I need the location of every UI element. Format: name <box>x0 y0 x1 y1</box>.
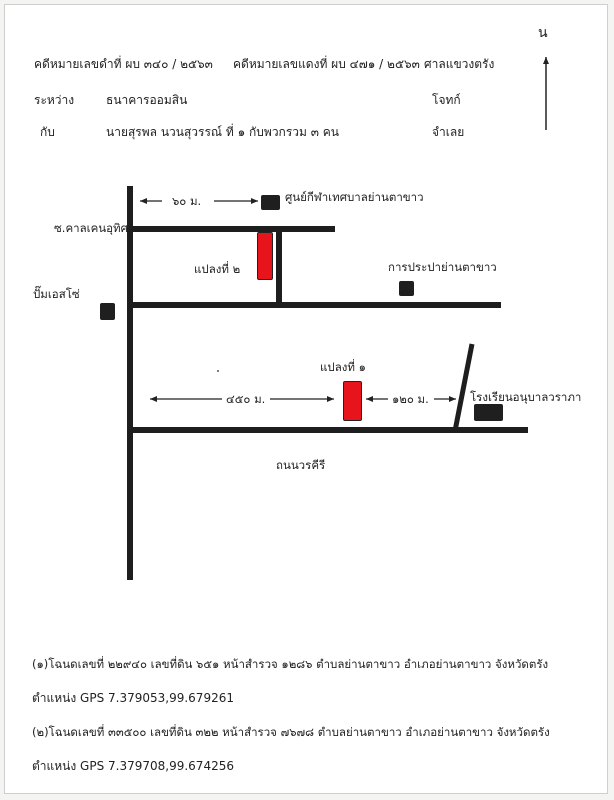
between-label: ระหว่าง <box>34 93 75 107</box>
road-name-label: ถนนวรคีรี <box>276 458 326 472</box>
plot1-label: แปลงที่ ๑ <box>320 360 366 374</box>
plaintiff-role: โจทก์ <box>432 93 461 107</box>
plot2-label: แปลงที่ ๒ <box>194 262 241 276</box>
diagonal-road <box>455 344 472 431</box>
sports-center-label: ศูนย์กีฬาเทศบาลย่านตาขาว <box>285 190 424 204</box>
soi-label: ซ.คาลเคนอุทิศ <box>54 221 128 235</box>
case-black-number: คดีหมายเลขดำที่ ผบ ๓๔๐ / ๒๕๖๓ <box>34 57 213 71</box>
school-marker <box>474 404 503 421</box>
north-label: น <box>538 25 548 41</box>
deed2-gps: ตำแหน่ง GPS 7.379708,99.674256 <box>32 759 234 773</box>
dist-450-label: ๔๕๐ ม. <box>226 392 266 406</box>
court-name: ศาลแขวงตรัง <box>424 57 495 71</box>
dist-60-label: ๖๐ ม. <box>172 194 202 208</box>
dist-120-label: ๑๒๐ ม. <box>392 392 429 406</box>
gas-station-label: ปั๊มเอสโซ่ <box>33 287 80 301</box>
deed2-text: (๒)โฉนดเลขที่ ๓๓๕๐๐ เลขที่ดิน ๓๒๒ หน้าสำรวจ ๗๖๗๘ ตำบลย่านตาขาว อำเภอย่านตาขาว จังหวัดตรัง <box>32 725 550 739</box>
sports-center-marker <box>261 195 280 210</box>
case-red-number: คดีหมายเลขแดงที่ ผบ ๔๗๑ / ๒๕๖๓ <box>233 57 420 71</box>
plot2-marker <box>257 232 273 280</box>
deed1-gps: ตำแหน่ง GPS 7.379053,99.679261 <box>32 691 234 705</box>
school-label: โรงเรียนอนุบาลวราภา <box>470 390 582 404</box>
plot1-marker <box>343 381 362 421</box>
waterworks-marker <box>399 281 414 296</box>
waterworks-label: การประปาย่านตาขาว <box>388 260 497 274</box>
deed1-text: (๑)โฉนดเลขที่ ๒๒๙๔๐ เลขที่ดิน ๖๕๑ หน้าสำรวจ ๑๒๘๖ ตำบลย่านตาขาว อำเภอย่านตาขาว จังหวัดตรัง <box>32 657 549 671</box>
with-label: กับ <box>40 125 55 139</box>
plaintiff-name: ธนาคารออมสิน <box>106 93 188 107</box>
gas-station-marker <box>100 303 115 320</box>
defendant-role: จำเลย <box>432 125 465 139</box>
speck <box>217 370 219 372</box>
defendant-name: นายสุรพล นวนสุวรรณ์ ที่ ๑ กับพวกรวม ๓ คน <box>106 125 339 139</box>
